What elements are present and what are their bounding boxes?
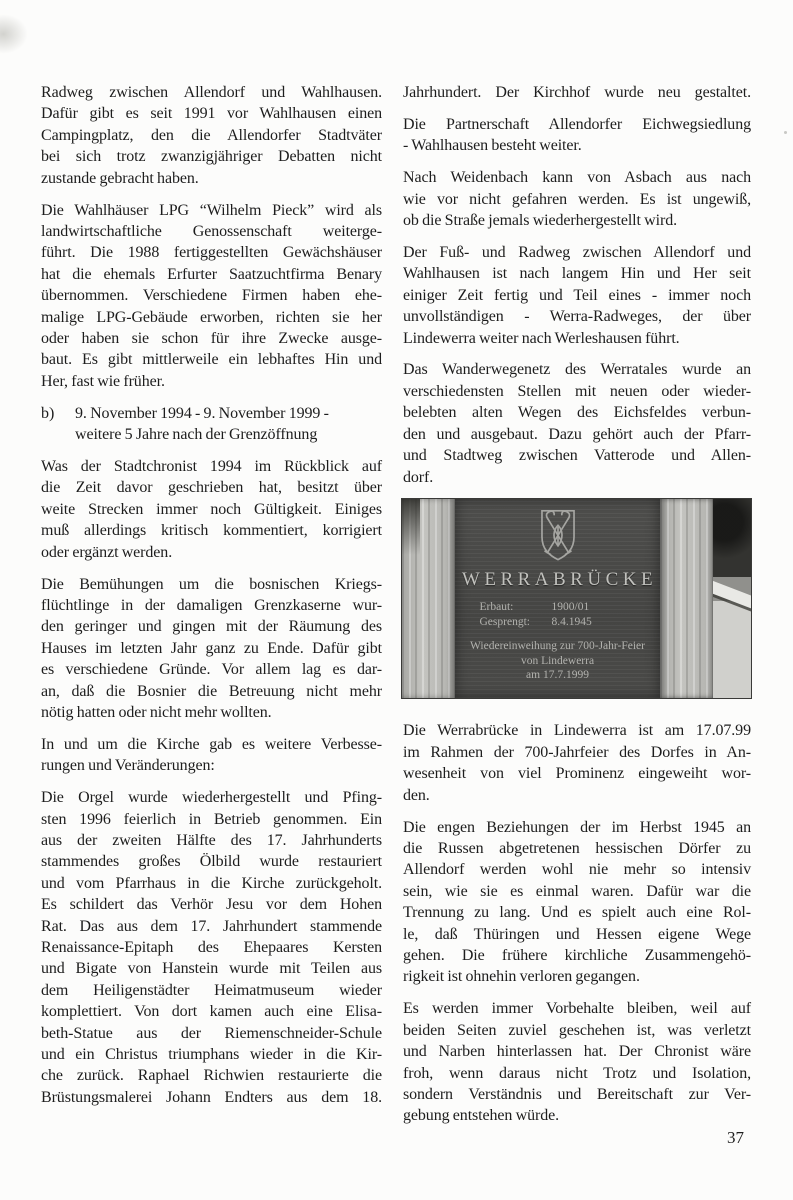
text-line: Nach Weidenbach kann von Asbach aus nach (403, 169, 751, 187)
photo-dark-corner (402, 499, 420, 555)
text-line: malige LPG-Gebäude erworben, richten sie her (41, 308, 382, 326)
text-line: hat die ehemals Erfurter Saatzuchtfirma Benary (41, 265, 382, 283)
text-line: Campingplatz, den die Allendorfer Stadtväter (41, 126, 382, 144)
paragraph (403, 167, 751, 231)
text-line: Was der Stadtchronist 1994 im Rückblick auf (41, 458, 382, 475)
text-line: oder haben sie schon für ihre Zwecke ausge- (41, 329, 382, 347)
text-line: nötig hatten oder nicht mehr wollten. (41, 703, 272, 721)
text-line: beth-Statue aus der Riemenschneider-Schule (41, 1024, 382, 1042)
text-line: In und um die Kirche gab es weitere Verbesse- (41, 735, 382, 753)
text-line: Dafür gibt es seit 1991 vor Wahlhausen einen (41, 105, 382, 123)
text-line: sten 1996 feierlich in Betrieb genommen. Ein (41, 810, 382, 828)
text-line: froh, wenn daraus nicht Trotz und Isolation, (403, 1064, 751, 1082)
gesprengt-value: 8.4.1945 (551, 616, 592, 629)
paragraph (41, 787, 382, 1108)
text-line: den geringer und gingen mit der Räumung des (41, 618, 382, 636)
right-text-column (403, 82, 751, 1137)
plaque-facts (480, 600, 636, 630)
text-line: 9. November 1994 - 9. November 1999 - (75, 404, 329, 422)
text-line: Das Wanderwegenetz des Werratales wurde an (403, 361, 751, 379)
text-line: muß allerdings kritisch kommentiert, korrigiert (41, 522, 382, 540)
text-line: che zurück. Raphael Richwien restaurierte die (41, 1067, 382, 1085)
text-line: weitere 5 Jahre nach der Grenzöffnung (75, 426, 318, 444)
werrabruecke-plaque-photo (401, 498, 752, 699)
text-line: im Rahmen der 700-Jahrfeier des Dorfes in An- (403, 743, 751, 761)
text-line: gehen. Die frühere kirchliche Zusammengehö- (403, 946, 751, 964)
text-line: baut. Es gibt mittlerweile ein lebhaftes Hin und (41, 351, 382, 369)
text-line: Trennung zu lang. Und es spielt auch eine Rol- (403, 904, 751, 922)
dedication-line: von Lindewerra (520, 654, 595, 667)
erbaut-value: 1900/01 (551, 601, 590, 614)
text-line: sondern Verständnis und Bereitschaft zur Ver- (403, 1085, 751, 1103)
plaque-fact-erbaut (480, 600, 636, 615)
text-line: Brüstungsmalerei Johann Endters aus dem 18. (41, 1088, 382, 1106)
text-line: Die engen Beziehungen der im Herbst 1945 an (403, 818, 751, 836)
text-line: führt. Die 1988 fertiggestellten Gewächshäuser (41, 244, 382, 262)
erbaut-label: Erbaut: (479, 601, 514, 614)
paragraph (403, 359, 751, 487)
paragraph (41, 456, 382, 563)
paragraph (41, 734, 382, 777)
text-line: Hauses im letzten Jahr ganz zu Ende. Dafür gibt (41, 639, 382, 657)
scan-smudge (0, 14, 28, 54)
text-line: dorf. (403, 468, 434, 486)
text-line: Her, fast wie früher. (41, 372, 165, 390)
text-line: verschiedensten Stellen mit neuen oder wieder- (403, 382, 751, 400)
page-number: 37 (727, 1128, 744, 1147)
text-line: rungen und Veränderungen: (41, 757, 215, 775)
memorial-plaque (455, 499, 660, 698)
text-line: und vom Pfarrhaus in die Kirche zurückgeholt. (41, 874, 382, 892)
paragraph (41, 200, 382, 393)
text-line: den und ausgebaut. Dazu gehört auch der Pfarr- (403, 425, 751, 443)
text-line: Jahrhundert. Der Kirchhof wurde neu gestaltet. (403, 84, 751, 101)
plaque-fact-gesprengt (480, 615, 636, 630)
paragraph (41, 82, 382, 189)
right-column-top-paragraphs (403, 82, 751, 488)
text-line: weite Strecken immer noch Gültigkeit. Einiges (41, 500, 382, 518)
text-line: die Zeit davor geschrieben hat, besitzt über (41, 479, 382, 497)
coat-of-arms-icon (535, 507, 581, 565)
stone-post-right (660, 499, 713, 698)
text-line: komplettiert. Von dort kamen auch eine Elisa- (41, 1003, 382, 1021)
dedication-line: Wiedereinweihung zur 700-Jahr-Feier (470, 640, 645, 653)
photo-background-right (713, 499, 751, 698)
text-line: oder ergänzt werden. (41, 543, 173, 561)
plaque-dedication (470, 639, 645, 683)
foliage-area (713, 499, 751, 577)
text-line: unvollständigen - Werra-Radweges, der über (403, 308, 751, 326)
text-line: aus der zweiten Hälfte des 17. Jahrhunderts (41, 832, 382, 849)
text-line: und Stadtweg zwischen Vatterode und Allen- (403, 447, 751, 465)
paragraph (403, 998, 751, 1126)
text-line: sein, wie sie es einmal waren. Dafür war die (403, 882, 751, 900)
text-line: Die Wahlhäuser LPG “Wilhelm Pieck” wird als (41, 201, 382, 219)
scan-speck (784, 131, 787, 134)
text-line: es verschiedene Gründe. Vor allem lag es dar- (41, 661, 382, 679)
text-line: belebten alten Wegen des Eichsfeldes verbun- (403, 404, 751, 422)
paragraph (403, 720, 751, 806)
dedication-line: am 17.7.1999 (526, 669, 589, 682)
text-line: Rat. Das aus dem 17. Jahrhundert stammende (41, 917, 382, 935)
plaque-title: WERRABRÜCKE (461, 569, 658, 591)
text-line: Es schildert das Verhör Jesu vor dem Hohen (41, 896, 382, 914)
text-line: wesenheit von viel Prominenz eingeweiht wor- (403, 765, 751, 783)
text-line: beiden Seiten zuviel geschehen ist, was verletzt (403, 1021, 751, 1039)
text-line: Die Werrabrücke in Lindewerra ist am 17.07.99 (403, 722, 751, 740)
text-line: le, daß Thüringen und Hessen eigene Wege (403, 925, 751, 943)
text-line: flüchtlinge in der damaligen Grenzkaserne wur- (41, 596, 382, 614)
paragraph (403, 817, 751, 988)
text-line: stammendes großes Ölbild wurde restauriert (41, 853, 382, 871)
text-line: rigkeit ist ohnehin verloren gegangen. (403, 968, 640, 986)
text-line: gebung entstehen würde. (403, 1107, 560, 1125)
list-item (41, 403, 382, 446)
text-line: Die Partnerschaft Allendorfer Eichwegsiedlung (403, 115, 751, 133)
text-line: bei sich trotz zwanzigjähriger Debatten nicht (41, 148, 382, 166)
text-line: und ein Christus triumphans wieder in die Kir- (41, 1046, 382, 1064)
right-column-bottom-paragraphs (403, 720, 751, 1126)
text-line: und Bigate von Hanstein wurde mit Teilen aus (41, 960, 382, 978)
text-line: dem Heiligenstädter Heimatmuseum wieder (41, 981, 382, 999)
paragraph (403, 242, 751, 349)
text-line: Der Fuß- und Radweg zwischen Allendorf und (403, 243, 751, 261)
text-line: Radweg zwischen Allendorf und Wahlhausen. (41, 84, 382, 101)
text-line: den. (403, 786, 430, 804)
text-line: Die Orgel wurde wiederhergestellt und Pfing- (41, 789, 382, 807)
text-line: - Wahlhausen besteht weiter. (403, 137, 582, 155)
text-line: an, daß die Bosnier die Betreuung nicht mehr (41, 682, 382, 700)
text-line: Allendorf werden wohl nie mehr so intensiv (403, 861, 751, 879)
paragraph (403, 114, 751, 157)
text-line: Lindewerra weiter nach Werleshausen führt. (403, 329, 680, 347)
left-text-column (41, 82, 382, 1119)
list-marker: b) (41, 404, 55, 422)
text-line: wie vor nicht gefahren werden. Es ist ungewiß, (403, 190, 751, 208)
text-line: die Russen abgetretenen hessischen Dörfer zu (403, 839, 751, 857)
text-line: Wahlhausen ist nach langem Hin und Her seit (403, 265, 751, 283)
text-line: ob die Straße jemals wiederhergestellt wird. (403, 212, 677, 230)
text-line: zustande gebracht haben. (41, 169, 199, 187)
text-line: landwirtschaftliche Genossenschaft weiterge- (41, 222, 382, 240)
text-line: Renaissance-Epitaph des Ehepaares Kersten (41, 939, 382, 957)
paragraph (41, 574, 382, 724)
text-line: Es werden immer Vorbehalte bleiben, weil auf (403, 1000, 751, 1018)
text-line: und Narben hinterlassen hat. Der Chronist wäre (403, 1043, 751, 1061)
text-line: übernommen. Verschiedene Firmen haben ehe- (41, 287, 382, 305)
text-line: einiger Zeit fertig und Teil eines - immer noch (403, 286, 751, 304)
gesprengt-label: Gesprengt: (479, 616, 530, 629)
text-line: Die Bemühungen um die bosnischen Kriegs- (41, 575, 382, 593)
paragraph (403, 82, 751, 103)
